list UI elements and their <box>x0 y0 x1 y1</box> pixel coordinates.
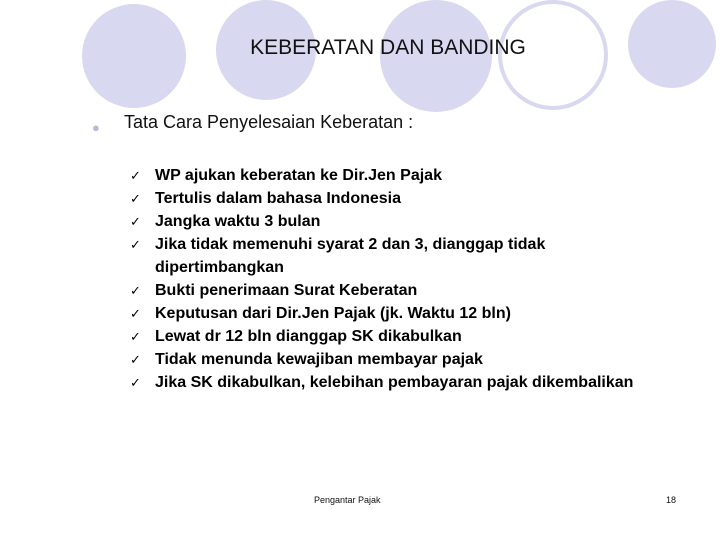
check-icon: ✓ <box>130 375 141 390</box>
check-icon: ✓ <box>130 191 141 206</box>
list-item: ✓ WP ajukan keberatan ke Dir.Jen Pajak <box>130 164 710 187</box>
check-icon: ✓ <box>130 306 141 321</box>
check-icon: ✓ <box>130 283 141 298</box>
check-icon: ✓ <box>130 352 141 367</box>
bullet-icon: ● <box>92 120 100 135</box>
check-icon: ✓ <box>130 237 141 252</box>
footer-text: Pengantar Pajak <box>314 495 381 505</box>
checklist <box>130 164 710 394</box>
slide-title: KEBERATAN DAN BANDING <box>250 36 526 59</box>
check-icon: ✓ <box>130 168 141 183</box>
check-icon: ✓ <box>130 329 141 344</box>
list-item: ✓ Keputusan dari Dir.Jen Pajak (jk. Waktu 12 bln) <box>130 302 710 325</box>
list-item: ✓ Tidak menunda kewajiban membayar pajak <box>130 348 710 371</box>
list-item: ✓ Tertulis dalam bahasa Indonesia <box>130 187 710 210</box>
list-item: ✓ Jangka waktu 3 bulan <box>130 210 710 233</box>
section-heading: Tata Cara Penyelesaian Keberatan : <box>124 112 414 132</box>
list-item: ✓ Jika SK dikabulkan, kelebihan pembayaran pajak dikembalikan <box>130 371 710 394</box>
list-item: ✓ Jika tidak memenuhi syarat 2 dan 3, dianggap tidak dipertimbangkan <box>130 233 615 279</box>
list-item: ✓ Bukti penerimaan Surat Keberatan <box>130 279 710 302</box>
check-icon: ✓ <box>130 214 141 229</box>
list-item: ✓ Lewat dr 12 bln dianggap SK dikabulkan <box>130 325 710 348</box>
page-number: 18 <box>666 495 677 505</box>
